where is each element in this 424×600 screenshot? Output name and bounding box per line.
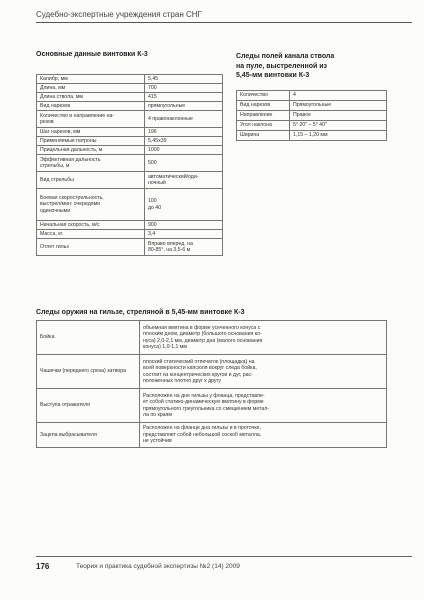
table-row: [37, 230, 223, 239]
table-row: [237, 131, 387, 141]
row-label: Количество и направление на- резов: [37, 111, 145, 128]
row-label: Применяемые патроны: [37, 137, 145, 146]
row-value: 1,15 – 1,20 мм: [290, 131, 387, 141]
row-label: Вид нарезов: [37, 102, 145, 111]
table-bullet-traces: [236, 90, 387, 141]
row-label: Прицельная дальность, м: [37, 146, 145, 155]
table-row: [237, 101, 387, 111]
row-value: 700: [145, 84, 223, 93]
row-label: Начальная скорость, м/с: [37, 221, 145, 230]
row-value: Вправо вперед, на 80-85°, на 3,5-6 м: [145, 239, 223, 256]
row-value: 3,4: [145, 230, 223, 239]
row-label: Направление: [237, 111, 290, 121]
table-rifle-specs: [36, 74, 223, 256]
row-value: автоматический/оди- ночный: [145, 172, 223, 189]
table-row: [37, 389, 387, 423]
table-cartridge-traces: [36, 320, 387, 448]
row-label: Калибр, мм: [37, 75, 145, 84]
row-value: Прямоугольные: [290, 101, 387, 111]
running-header: Судебно-экспертные учреждения стран СНГ: [36, 10, 202, 19]
row-value: Расположен на дне гильзы у фланца, представле- ет собой статико-динамическую вмятину в форме прямоугольного треугольника со смещением метал- ла по краям: [140, 389, 387, 423]
row-label: Отлет гильз: [37, 239, 145, 256]
row-value: 900: [145, 221, 223, 230]
row-label: Вид стрельбы: [37, 172, 145, 189]
row-value: 196: [145, 128, 223, 137]
row-label: Масса, кг.: [37, 230, 145, 239]
page-number: 176: [36, 562, 50, 571]
row-value: 415: [145, 93, 223, 102]
row-value: 4 правонаклонные: [145, 111, 223, 128]
table-row: [37, 128, 223, 137]
row-value: плоский статический отпечаток (площадка) на всей поверхности капсюля вокруг следа бойка, состоит из концентрических кругов и дуг, рас- положенных плотно друг к другу: [140, 355, 387, 389]
table-row: [37, 84, 223, 93]
row-label: Выступа отражателя: [37, 389, 140, 423]
row-label: Ширина: [237, 131, 290, 141]
table-row: [37, 172, 223, 189]
table-row: [37, 75, 223, 84]
table-row: [37, 239, 223, 256]
row-label: Зацепа выбрасывателя: [37, 423, 140, 448]
table-row: [37, 111, 223, 128]
row-value: объемная вмятина в форме усеченного конуса с плоским дном, диаметр (большого основания ко- нуса) 2,0-2,1 мм, диаметр дна (малого основания конуса) 1,0-1,1 мм: [140, 321, 387, 355]
row-value: 1000: [145, 146, 223, 155]
row-label: Угол наклона: [237, 121, 290, 131]
table-row: [37, 221, 223, 230]
row-label: Эффективная дальность стрельбы, м: [37, 155, 145, 172]
row-label: Шаг нарезов, мм: [37, 128, 145, 137]
journal-title: Теория и практика судебной экспертизы №2 (14) 2009: [76, 563, 240, 570]
table2-title: Следы полей канала ствола на пуле, выстреленной из 5,45-мм винтовки К-3: [236, 53, 335, 79]
table-row: [37, 355, 387, 389]
row-label: Боевая скорострельность, выстрел/мин: очередями одиночными: [37, 189, 145, 221]
row-value: 100 до 40: [145, 189, 223, 221]
table-row: [37, 146, 223, 155]
header-rule: [36, 22, 412, 23]
table3-title: Следы оружия на гильзе, стреляной в 5,45-мм винтовке К-3: [36, 309, 245, 316]
table-row: [37, 423, 387, 448]
row-value: 500: [145, 155, 223, 172]
table1-title: Основные данные винтовки К-3: [36, 51, 148, 58]
table-row: [237, 91, 387, 101]
table-row: [237, 121, 387, 131]
table-row: [237, 111, 387, 121]
table-row: [37, 93, 223, 102]
row-label: Длина ствола, мм: [37, 93, 145, 102]
row-label: Количество: [237, 91, 290, 101]
table-row: [37, 137, 223, 146]
footer-rule: [36, 556, 412, 557]
row-value: 5,45х39: [145, 137, 223, 146]
table-row: [37, 102, 223, 111]
row-label: Чашечки (переднего среза) затвора: [37, 355, 140, 389]
row-value: 4: [290, 91, 387, 101]
table-row: [37, 189, 223, 221]
table-row: [37, 155, 223, 172]
row-value: 5° 20" – 5° 40": [290, 121, 387, 131]
row-label: Длина, мм: [37, 84, 145, 93]
row-value: Расположен на фланце дна гильзы и в проточке, представляет собой небольшой соскоб металла, не устойчив: [140, 423, 387, 448]
table-row: [37, 321, 387, 355]
row-label: Бойка: [37, 321, 140, 355]
row-value: 5,45: [145, 75, 223, 84]
row-label: Вид нарезов: [237, 101, 290, 111]
row-value: Правое: [290, 111, 387, 121]
row-value: прямоугольные: [145, 102, 223, 111]
